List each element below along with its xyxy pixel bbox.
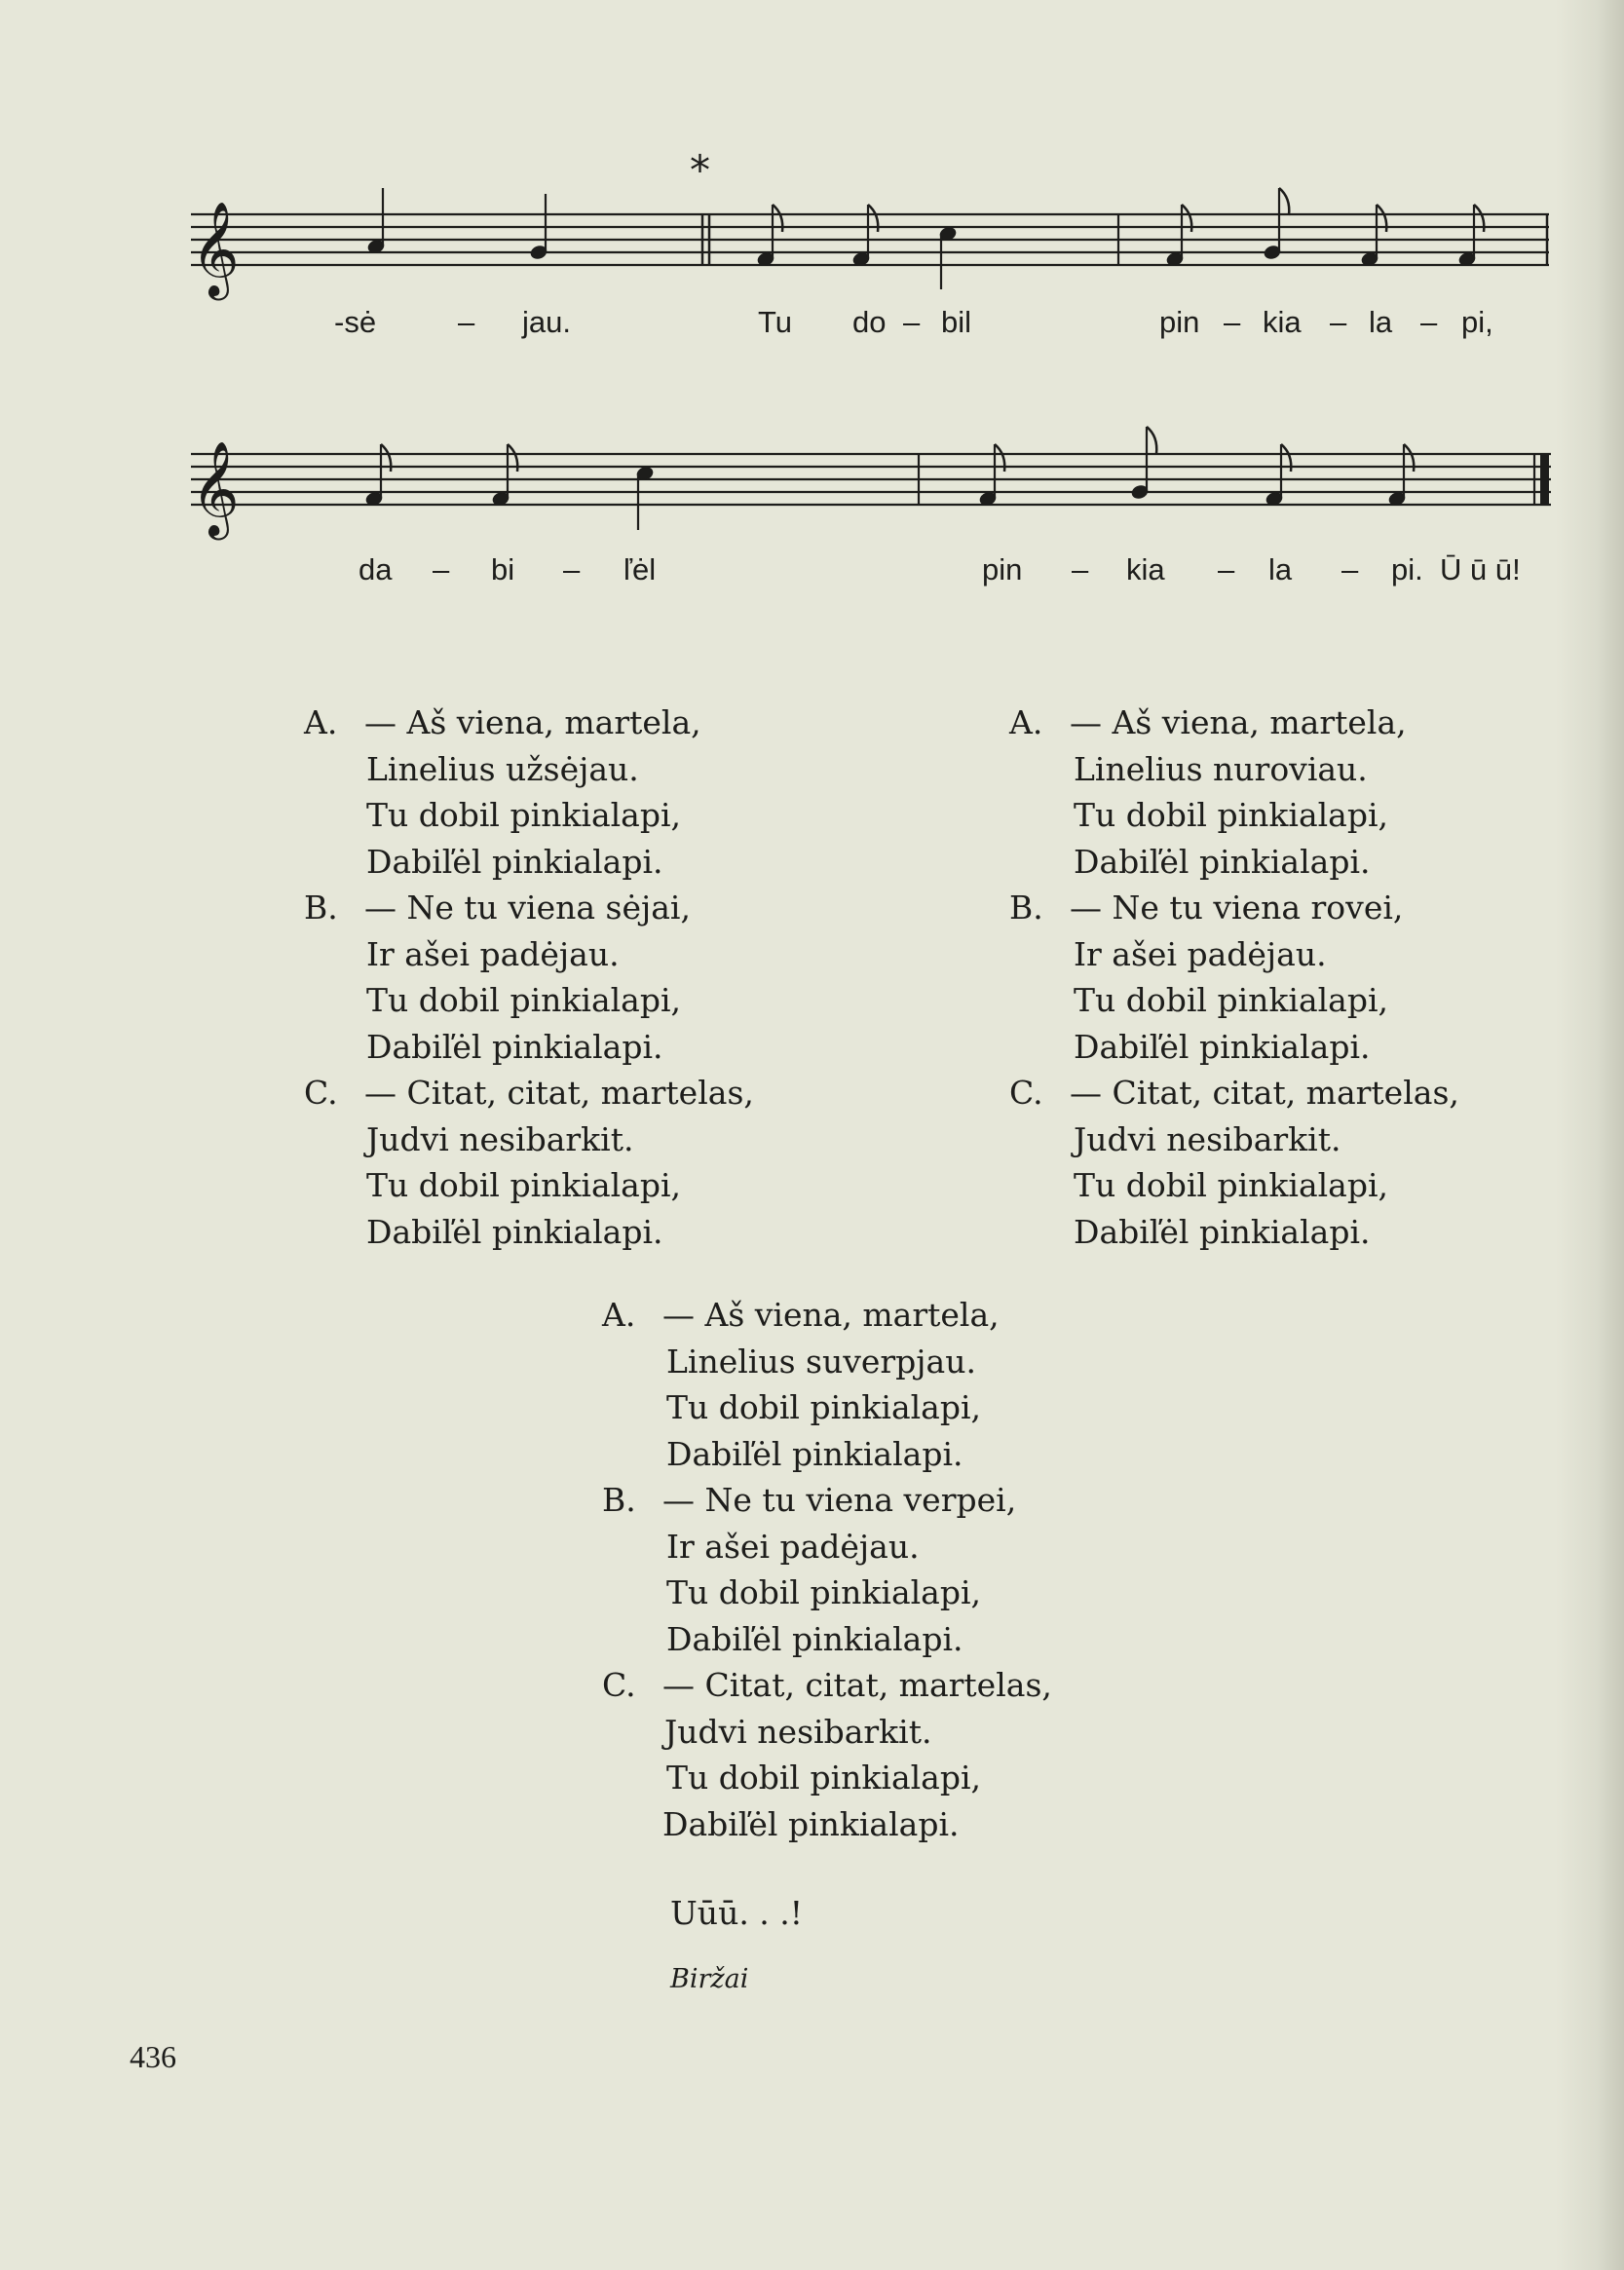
lyric-hyphen: – <box>1341 552 1359 586</box>
verse-line: Dabiľėl pinkialapi. <box>366 842 663 881</box>
verse-stanza-c <box>304 1070 888 1255</box>
verse-line: Judvi nesibarkit. <box>366 1119 634 1158</box>
verse-line: Tu dobil pinkialapi, <box>1074 796 1389 834</box>
lyric-syllable: kia <box>1126 552 1165 586</box>
treble-clef-icon <box>191 201 240 300</box>
verse-line: Tu dobil pinkialapi, <box>366 1166 682 1204</box>
lyric-hyphen: – <box>458 305 475 339</box>
verse-line: Tu dobil pinkialapi, <box>666 1759 982 1797</box>
verse-line: — Aš viena, martela, <box>364 703 701 741</box>
verse-line: Dabiľėl pinkialapi. <box>666 1619 963 1658</box>
lyric-syllable: pi, <box>1461 305 1493 339</box>
verse-line: — Ne tu viena verpei, <box>662 1481 1017 1519</box>
quarter-note <box>938 226 957 289</box>
verse-line: Dabiľėl pinkialapi. <box>666 1434 963 1473</box>
verse-line: — Ne tu viena rovei, <box>1070 889 1404 927</box>
speaker-label: B. <box>602 1481 636 1519</box>
verse-line: Ir ašei padėjau. <box>1074 934 1327 973</box>
svg-text:𝄞: 𝄞 <box>191 201 240 296</box>
lyric-hyphen: – <box>903 305 921 339</box>
verse-stanza-b <box>304 885 888 1070</box>
verse-line: Dabiľėl pinkialapi. <box>366 1212 663 1251</box>
quarter-note <box>366 188 385 254</box>
verse-line: Linelius nuroviau. <box>1074 749 1368 788</box>
eighth-note <box>1130 427 1156 500</box>
lyric-hyphen: – <box>563 552 581 586</box>
verse-line: — Aš viena, martela, <box>1070 703 1407 741</box>
verse-line: Linelius suverpjau. <box>666 1342 976 1381</box>
lyric-syllable: da <box>359 552 393 586</box>
verse-column-right <box>1009 700 1594 1255</box>
lyric-syllable: pin <box>1159 305 1200 339</box>
staff-lines <box>191 454 1551 505</box>
speaker-label: C. <box>1009 1074 1043 1112</box>
lyric-syllable: do <box>852 305 887 339</box>
lyric-syllable: la <box>1268 552 1293 586</box>
verse-line: — Aš viena, martela, <box>662 1296 1000 1334</box>
lyric-hyphen: – <box>433 552 450 586</box>
verse-line: Dabiľėl pinkialapi. <box>662 1804 960 1843</box>
lyric-syllable: bil <box>941 305 972 339</box>
speaker-label: C. <box>602 1666 636 1704</box>
verse-stanza-a <box>304 700 888 885</box>
verse-stanza-c <box>602 1662 1187 1847</box>
lyric-hyphen: – <box>1224 305 1241 339</box>
speaker-label: A. <box>304 703 338 741</box>
verse-line: Ir ašei padėjau. <box>666 1527 920 1566</box>
treble-clef-icon <box>191 440 240 540</box>
staff-lines <box>191 214 1549 265</box>
lyric-syllable: bi <box>491 552 515 586</box>
verse-line: — Ne tu viena sėjai, <box>364 889 691 927</box>
quarter-note <box>635 466 654 530</box>
verse-stanza-b <box>1009 885 1594 1070</box>
music-staff-1 <box>0 180 1624 307</box>
speaker-label: C. <box>304 1074 338 1112</box>
eighth-note <box>1263 188 1289 260</box>
section-marker: * <box>690 146 710 194</box>
coda-refrain: Uūū. . .! <box>670 1894 804 1932</box>
lyric-hyphen: – <box>1218 552 1235 586</box>
verse-line: — Citat, citat, martelas, <box>364 1074 754 1112</box>
verse-column-left <box>304 700 888 1255</box>
verse-line: — Citat, citat, martelas, <box>1070 1074 1459 1112</box>
verse-column-center <box>602 1292 1187 1847</box>
speaker-label: B. <box>304 889 338 927</box>
music-staff-2 <box>0 419 1624 555</box>
verse-line: Tu dobil pinkialapi, <box>666 1573 982 1611</box>
speaker-label: A. <box>1009 703 1043 741</box>
lyric-syllable: -sė <box>334 305 377 339</box>
verse-line: Tu dobil pinkialapi, <box>366 981 682 1019</box>
final-barline <box>1540 454 1549 505</box>
verse-line: — Citat, citat, martelas, <box>662 1666 1052 1704</box>
svg-text:𝄞: 𝄞 <box>191 440 240 536</box>
verse-line: Linelius užsėjau. <box>366 749 639 788</box>
lyric-hyphen: – <box>1072 552 1089 586</box>
lyric-syllable: ľėl <box>623 552 657 586</box>
lyric-syllable: kia <box>1263 305 1302 339</box>
place-attribution: Biržai <box>670 1964 749 1994</box>
verse-line: Tu dobil pinkialapi, <box>1074 981 1389 1019</box>
verse-stanza-c <box>1009 1070 1594 1255</box>
speaker-label: B. <box>1009 889 1043 927</box>
lyric-syllable: la <box>1369 305 1393 339</box>
page-number: 436 <box>130 2039 176 2074</box>
verse-line: Ir ašei padėjau. <box>366 934 620 973</box>
lyric-syllable: jau. <box>522 305 571 339</box>
verse-line: Dabiľėl pinkialapi. <box>1074 1212 1371 1251</box>
verse-line: Dabiľėl pinkialapi. <box>1074 1027 1371 1066</box>
verse-line: Dabiľėl pinkialapi. <box>1074 842 1371 881</box>
lyric-syllable: Tu <box>758 305 793 339</box>
verse-line: Judvi nesibarkit. <box>1074 1119 1341 1158</box>
lyric-hyphen: – <box>1420 305 1438 339</box>
verse-line: Tu dobil pinkialapi, <box>666 1388 982 1426</box>
verse-line: Judvi nesibarkit. <box>664 1712 932 1751</box>
speaker-label: A. <box>602 1296 636 1334</box>
lyric-hyphen: – <box>1330 305 1347 339</box>
verse-line: Dabiľėl pinkialapi. <box>366 1027 663 1066</box>
verse-stanza-a <box>602 1292 1187 1477</box>
lyric-syllable: pin <box>982 552 1023 586</box>
lyric-syllable: pi. <box>1391 552 1423 586</box>
verse-line: Tu dobil pinkialapi, <box>366 796 682 834</box>
verse-stanza-a <box>1009 700 1594 885</box>
lyric-refrain: Ū ū ū! <box>1440 552 1521 586</box>
verse-line: Tu dobil pinkialapi, <box>1074 1166 1389 1204</box>
verse-stanza-b <box>602 1477 1187 1662</box>
